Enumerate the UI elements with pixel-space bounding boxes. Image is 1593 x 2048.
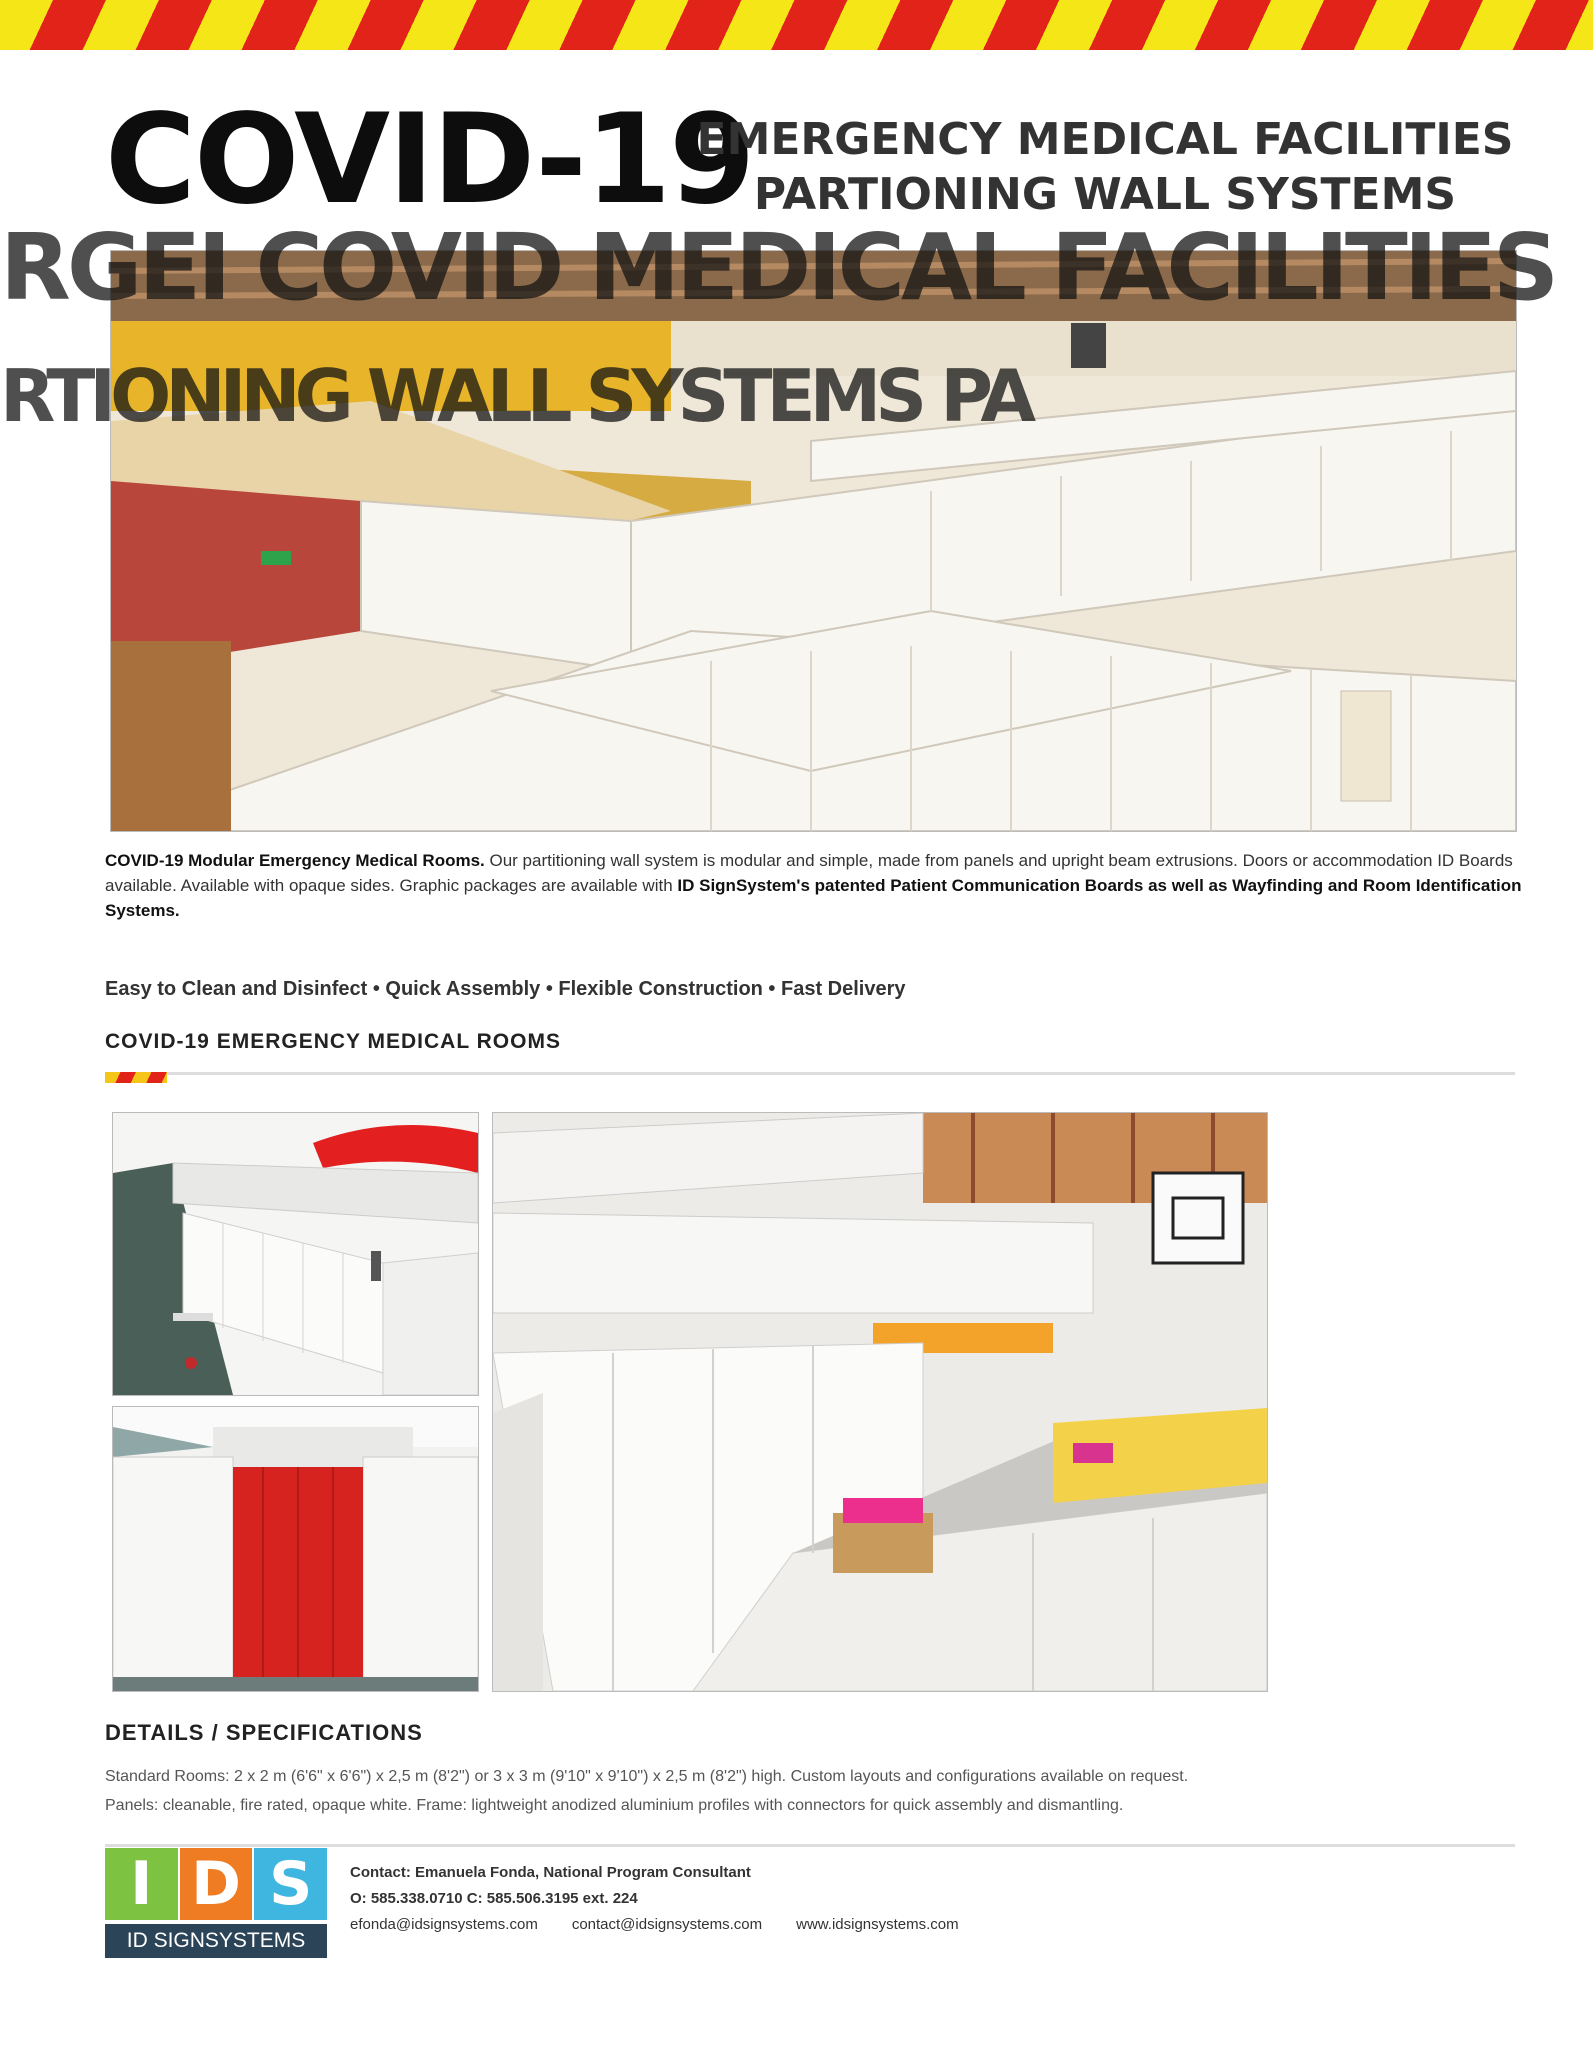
- room-photo-bed-illustration: [493, 1113, 1267, 1691]
- section-divider: [105, 1072, 1515, 1075]
- features-list: Easy to Clean and Disinfect • Quick Assembly • Flexible Construction • Fast Delivery: [105, 978, 906, 1000]
- room-photo-hall: [112, 1112, 479, 1396]
- description-product-line: ID SignSystem's patented Patient Communication Boards as well as Wayfinding and Room Identification Systems.: [105, 876, 1522, 920]
- room-photo-hall-illustration: [113, 1113, 478, 1395]
- hero-photo-illustration: [111, 251, 1516, 831]
- ids-logo: [105, 1848, 327, 1958]
- description-body: Our partitioning wall system is modular and simple, made from panels and upright beam extrusions. Doors or accommodation ID Boards available. Available with opaque sides. Graphic packages are available with: [105, 851, 1513, 895]
- section-heading: COVID-19 EMERGENCY MEDICAL ROOMS: [105, 1030, 561, 1053]
- subtitle-line-1: EMERGENCY MEDICAL FACILITIES: [696, 114, 1514, 165]
- room-photo-curtain: [112, 1406, 479, 1692]
- specs-line-2: Panels: cleanable, fire rated, opaque white. Frame: lightweight anodized aluminium profiles with connectors for quick assembly and dismantling.: [105, 1797, 1124, 1814]
- logo-letter-d: D: [180, 1848, 253, 1920]
- logo-company-name: ID SIGNSYSTEMS: [105, 1924, 327, 1958]
- specs-text: [105, 1762, 1405, 1820]
- contact-phone: O: 585.338.0710 C: 585.506.3195 ext. 224: [350, 1890, 638, 1907]
- room-photo-curtain-illustration: [113, 1407, 478, 1691]
- page-subtitle: [660, 112, 1550, 222]
- footer-divider: [105, 1844, 1515, 1847]
- contact-person: Contact: Emanuela Fonda, National Program Consultant: [350, 1864, 751, 1881]
- logo-letter-i: I: [105, 1848, 178, 1920]
- logo-letter-s: S: [254, 1848, 327, 1920]
- ghost-text-line-1: RGEI COVID MEDICAL FACILITIES: [0, 214, 1556, 321]
- ghost-text-line-2: RTIONING WALL SYSTEMS PA: [0, 354, 1031, 438]
- specs-heading: DETAILS / SPECIFICATIONS: [105, 1720, 423, 1745]
- contact-email-2[interactable]: contact@idsignsystems.com: [571, 1916, 763, 1933]
- subtitle-line-2: PARTIONING WALL SYSTEMS: [753, 169, 1457, 220]
- description-lead: COVID-19 Modular Emergency Medical Rooms.: [105, 851, 485, 870]
- hero-photo: [110, 250, 1517, 832]
- description: [105, 848, 1545, 923]
- page-title: COVID-19: [105, 88, 754, 232]
- contact-email-1[interactable]: efonda@idsignsystems.com: [350, 1916, 538, 1933]
- room-photo-bed: [492, 1112, 1268, 1692]
- specs-line-1: Standard Rooms: 2 x 2 m (6'6" x 6'6") x 2,5 m (8'2") or 3 x 3 m (9'10" x 9'10") x 2,5 m (8'2") high. Custom layouts and configurations available on request.: [105, 1768, 1189, 1785]
- section-accent-stripe: [105, 1072, 167, 1083]
- contact-block: [350, 1860, 959, 1938]
- contact-website-link[interactable]: www.idsignsystems.com: [796, 1916, 959, 1933]
- hazard-stripe-banner: [0, 0, 1593, 50]
